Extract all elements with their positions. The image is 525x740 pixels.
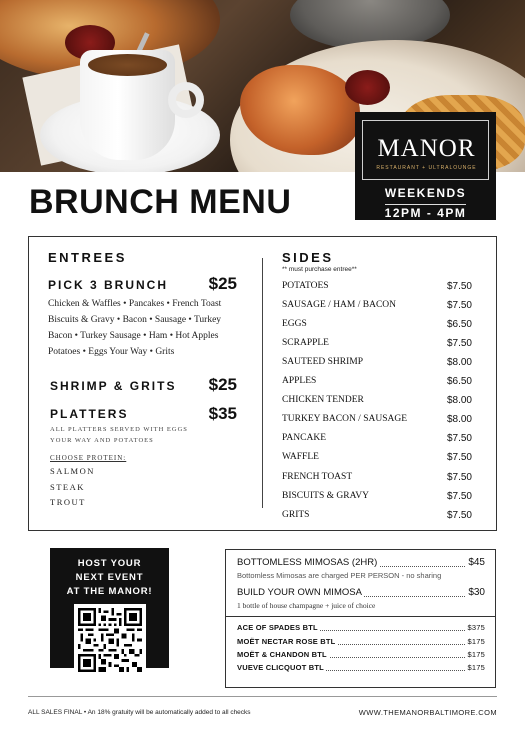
side-name: POTATOES <box>282 281 329 291</box>
brand-tagline: RESTAURANT + ULTRALOUNGE <box>376 165 477 171</box>
protein-option: TROUT <box>50 497 86 507</box>
sides-heading: SIDES <box>282 250 334 265</box>
brunch-hours: 12PM - 4PM <box>384 206 467 220</box>
side-price: $7.50 <box>446 491 472 502</box>
side-name: CHICKEN TENDER <box>282 395 364 405</box>
side-item <box>282 300 472 314</box>
drink-item <box>237 587 485 601</box>
side-item <box>282 510 472 524</box>
sides-note: ** must purchase entree** <box>282 266 357 273</box>
host-line: NEXT EVENT <box>75 572 144 583</box>
drink-name: BUILD YOUR OWN MIMOSA <box>237 587 362 598</box>
side-name: PANCAKE <box>282 433 326 443</box>
side-name: SCRAPPLE <box>282 338 329 348</box>
bottle-name: MOËT & CHANDON BTL <box>237 650 327 659</box>
side-price: $7.50 <box>446 300 472 311</box>
side-price: $7.50 <box>446 281 472 292</box>
pick3-line: Potatoes • Eggs Your Way • Grits <box>48 347 175 357</box>
side-name: APPLES <box>282 376 317 386</box>
side-price: $7.50 <box>446 338 472 349</box>
pick3-line: Bacon • Turkey Sausage • Ham • Hot Apples <box>48 331 219 341</box>
page-title: BRUNCH MENU <box>29 183 292 221</box>
side-name: TURKEY BACON / SAUSAGE <box>282 414 408 424</box>
side-price: $8.00 <box>446 414 472 425</box>
bottle-name: MOËT NECTAR ROSE BTL <box>237 637 336 646</box>
pick3-name: PICK 3 BRUNCH <box>48 278 169 292</box>
brand-logo-box <box>355 112 496 220</box>
brand-name: MANOR <box>377 135 476 162</box>
side-price: $6.50 <box>446 319 472 330</box>
coffee-cup <box>80 50 175 160</box>
side-name: WAFFLE <box>282 452 319 462</box>
side-name: BISCUITS & GRAVY <box>282 491 369 501</box>
drinks-divider <box>225 616 496 617</box>
bottle-item <box>237 663 485 675</box>
pick3-line: Biscuits & Gravy • Bacon • Sausage • Turkey <box>48 315 222 325</box>
hours-divider <box>385 204 466 205</box>
platters-price: $35 <box>208 404 237 423</box>
website-link[interactable]: WWW.THEMANORBALTIMORE.COM <box>358 708 497 717</box>
shrimp-grits-name: SHRIMP & GRITS <box>50 379 177 393</box>
side-item <box>282 433 472 447</box>
side-item <box>282 395 472 409</box>
drink-name: BOTTOMLESS MIMOSAS (2HR) <box>237 557 378 568</box>
side-price: $7.50 <box>446 452 472 463</box>
bottle-price: $175 <box>467 663 485 672</box>
host-event-box <box>50 548 169 668</box>
side-name: SAUSAGE / HAM / BACON <box>282 300 397 310</box>
side-item <box>282 338 472 352</box>
bottle-price: $175 <box>467 637 485 646</box>
side-name: FRENCH TOAST <box>282 472 353 482</box>
side-price: $8.00 <box>446 357 472 368</box>
pick3-price: $25 <box>208 274 237 293</box>
side-item <box>282 357 472 371</box>
side-item <box>282 472 472 486</box>
brunch-days: WEEKENDS <box>384 186 467 200</box>
side-item <box>282 491 472 505</box>
sauce-cup <box>345 70 390 105</box>
bottle-item <box>237 637 485 649</box>
side-item <box>282 414 472 428</box>
footer-policy: ALL SALES FINAL • An 18% gratuity will be automatically added to all checks <box>28 709 251 716</box>
side-price: $8.00 <box>446 395 472 406</box>
column-divider <box>262 258 263 508</box>
qr-code-graphic <box>78 608 142 672</box>
qr-code[interactable] <box>74 604 146 676</box>
host-line: AT THE MANOR! <box>66 586 153 597</box>
host-line: HOST YOUR <box>77 558 142 569</box>
side-price: $7.50 <box>446 472 472 483</box>
bottle-price: $375 <box>467 623 485 632</box>
drink-note: 1 bottle of house champagne + juice of choice <box>237 601 376 610</box>
bottle-item <box>237 650 485 662</box>
entrees-heading: ENTREES <box>48 250 127 265</box>
cup-handle <box>168 82 204 118</box>
platters-note-line: ALL PLATTERS SERVED WITH EGGS <box>50 426 188 433</box>
side-item <box>282 452 472 466</box>
protein-option: STEAK <box>50 482 85 492</box>
side-price: $7.50 <box>446 510 472 521</box>
bottle-item <box>237 623 485 635</box>
drink-item <box>237 557 485 571</box>
drink-price: $45 <box>468 557 485 568</box>
side-name: SAUTEED SHRIMP <box>282 357 364 367</box>
pick3-description <box>48 296 248 360</box>
side-price: $7.50 <box>446 433 472 444</box>
logo-frame <box>362 120 489 180</box>
footer-divider <box>28 696 497 697</box>
side-item <box>282 319 472 333</box>
platters-name: PLATTERS <box>50 407 129 421</box>
side-item <box>282 376 472 390</box>
side-name: GRITS <box>282 510 310 520</box>
side-item <box>282 281 472 295</box>
side-price: $6.50 <box>446 376 472 387</box>
platters-note-line: YOUR WAY AND POTATOES <box>50 437 154 444</box>
shrimp-grits-price: $25 <box>208 375 237 394</box>
pick3-line: Chicken & Waffles • Pancakes • French Toast <box>48 299 222 309</box>
drink-price: $30 <box>468 587 485 598</box>
protein-option: SALMON <box>50 466 95 476</box>
drink-note: Bottomless Mimosas are charged PER PERSON - no sharing <box>237 571 442 580</box>
protein-heading: CHOOSE PROTEIN: <box>50 454 127 462</box>
bottle-name: VUEVE CLICQUOT BTL <box>237 663 324 672</box>
bottle-price: $175 <box>467 650 485 659</box>
bottle-name: ACE OF SPADES BTL <box>237 623 318 632</box>
host-event-text <box>50 557 169 599</box>
side-name: EGGS <box>282 319 307 329</box>
platters-note <box>50 424 200 446</box>
